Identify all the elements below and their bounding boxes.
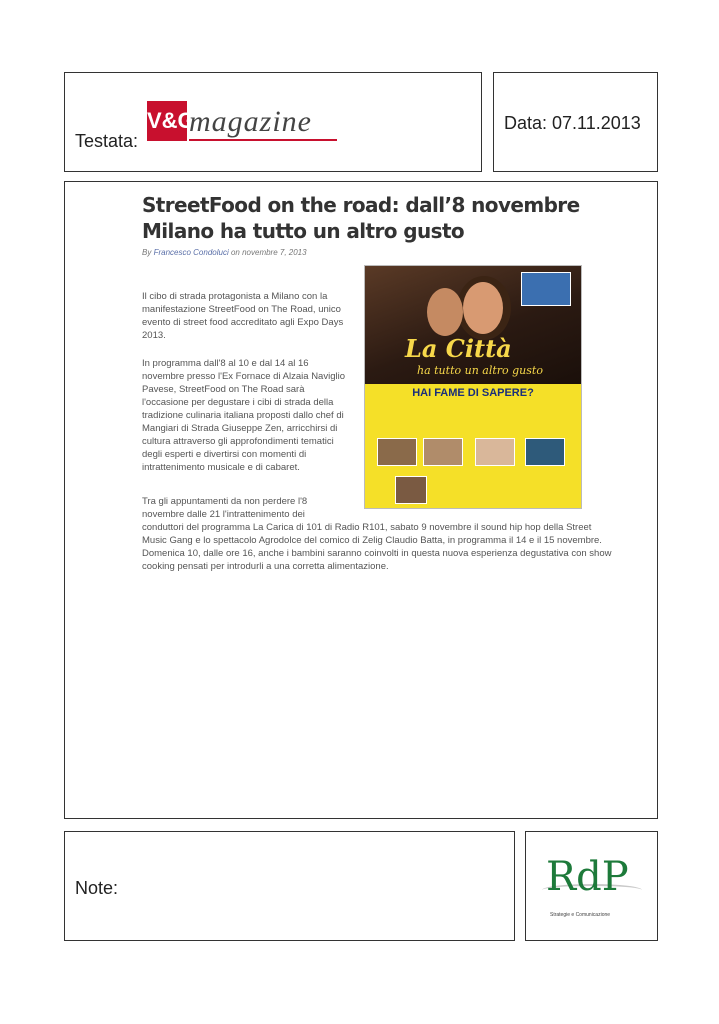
article-paragraph-3-end: conduttori del programma La Carica di 101 di Radio R101, sabato 9 novembre il sound hip hop della Street Music Gang e lo spettacolo Agrodolce del comico di Zelig Claudio Batta, in programma il 14 e il 15 novembre. Domenica 10, dalle ore 16, anche i bambini saranno coinvolti in questa nuova esperienza degustativa con show cooking pensati per introdurli a una corretta alimentazione. bbox=[142, 522, 612, 572]
author-link[interactable]: Francesco Condoluci bbox=[153, 248, 229, 257]
article-box bbox=[64, 181, 658, 819]
article-paragraph-1: Il cibo di strada protagonista a Milano con la manifestazione StreetFood on The Road, unico evento di street food accreditato agli Expo Days 2013. bbox=[142, 291, 344, 341]
poster-title: La Città bbox=[405, 334, 512, 363]
publication-logo bbox=[147, 101, 343, 147]
rdp-letters: RdP bbox=[546, 854, 629, 900]
testata-box bbox=[64, 72, 482, 172]
poster-headline: HAI FAME DI SAPERE? bbox=[412, 387, 534, 399]
byline-prefix: By bbox=[142, 248, 152, 257]
logo-underline bbox=[189, 139, 337, 141]
poster-person-2 bbox=[463, 282, 503, 334]
rdp-logo bbox=[546, 854, 642, 924]
rdp-tagline: Strategie e Comunicazione bbox=[550, 912, 611, 918]
byline bbox=[142, 248, 307, 257]
poster-subtitle: ha tutto un altro gusto bbox=[417, 364, 543, 377]
article-paragraph-2: In programma dall'8 al 10 e dal 14 al 16 novembre presso l'Ex Fornace di Alzaia Naviglio Pavese, StreetFood on The Road sarà l'occasione per degustare i cibi di strada della tradizione culinaria italiana proposti dallo chef di Mangiari di Strada Giuseppe Zen, arricchirsi di cultura attraverso gli approfondimenti tematici degli esperti e divertirsi con momenti di intrattenimento musicale e di cabaret. bbox=[142, 358, 345, 473]
vg-badge-logo: V&G bbox=[147, 101, 187, 141]
article-title: StreetFood on the road: dall’8 novembre Milano ha tutto un altro gusto bbox=[142, 193, 580, 243]
poster-person-1 bbox=[427, 288, 463, 336]
poster-inset-photo bbox=[521, 272, 571, 306]
article-paragraph-3-start: Tra gli appuntamenti da non perdere l'8 novembre dalle 21 l'intrattenimento dei bbox=[142, 496, 308, 520]
poster-thumbnail bbox=[525, 438, 565, 466]
publication-date: Data: 07.11.2013 bbox=[504, 113, 641, 133]
poster-thumbnail bbox=[395, 476, 427, 504]
note-box bbox=[64, 831, 515, 941]
poster-thumbnail bbox=[423, 438, 463, 466]
note-label: Note: bbox=[75, 878, 119, 898]
poster-thumbnail bbox=[475, 438, 515, 466]
byline-date: on novembre 7, 2013 bbox=[230, 248, 307, 257]
date-box bbox=[493, 72, 658, 172]
event-poster-image bbox=[364, 265, 582, 509]
magazine-wordmark: magazine bbox=[189, 105, 312, 138]
agency-logo-box bbox=[525, 831, 658, 941]
poster-thumbnail bbox=[377, 438, 417, 466]
testata-label: Testata: bbox=[75, 131, 139, 151]
